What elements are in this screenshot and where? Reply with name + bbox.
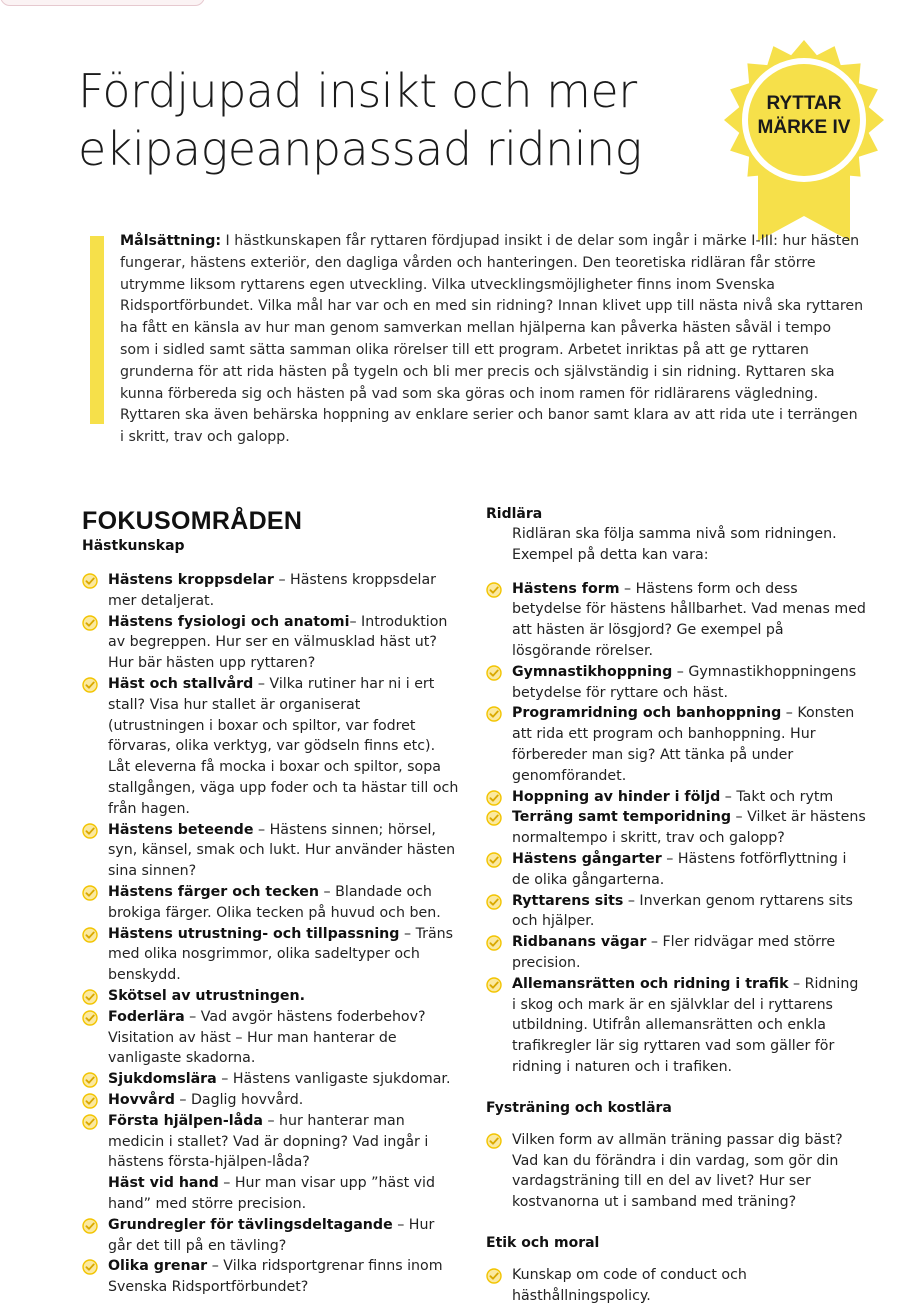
item-title: Häst och stallvård bbox=[108, 675, 254, 692]
check-circle-icon bbox=[486, 1133, 502, 1149]
item-title: Hästens form bbox=[512, 580, 620, 597]
check-circle-icon bbox=[82, 885, 98, 901]
title-line-2: ekipageanpassad ridning bbox=[78, 122, 642, 176]
page-title bbox=[78, 62, 698, 178]
list-item bbox=[82, 1111, 460, 1215]
item-text: – Vilka ridsportgrenar finns inom Svenska Ridsportförbundet? bbox=[108, 1258, 443, 1296]
ridlara-list bbox=[486, 579, 866, 1078]
item-title: Grundregler för tävlingsdeltagande bbox=[108, 1216, 393, 1233]
list-item bbox=[486, 579, 866, 662]
list-item bbox=[82, 820, 460, 882]
list-item bbox=[486, 849, 866, 891]
list-item bbox=[486, 703, 866, 786]
tab-remnant bbox=[0, 0, 205, 6]
list-item bbox=[82, 1215, 460, 1257]
item-title: Sjukdomslära bbox=[108, 1071, 217, 1088]
item-text: – Gymnastikhoppningens betydelse för ryttare och häst. bbox=[512, 663, 857, 701]
goal-text: I hästkunskapen får ryttaren fördjupad insikt i de delar som ingår i märke I-III: hur hästen fungerar, hästens exteriör, den dagliga vården och hanteringen. Den teoretiska ridläran får större utrymme liksom ryttarens egen utveckling. Vilka utvecklingsmöjligheter finns inom Svenska Ridsportförbundet. Vilka mål har var och en med sin ridning? Innan klivet upp till nästa nivå ska ryttaren ha fått en känsla av hur man genom samverkan mellan hjälperna kan påverka hästen såväl i tempo som i sidled samt sätta samman olika rörelser till ett program. Arbetet inriktas på att ge ryttaren grunderna för att rida hästen på tygeln och bli mer precis och självständig i sin ridning. Ryttaren ska kunna förbereda sig och hästen på vad som ska göras och inom ramen för ridlärarens vägledning. Ryttaren ska även behärska hoppning av enklare serier och banor samt klara av att rida ute i terrängen i skritt, trav och galopp. bbox=[120, 233, 864, 446]
check-circle-icon bbox=[486, 665, 502, 681]
list-item bbox=[82, 882, 460, 924]
subentry-title: Häst vid hand bbox=[108, 1175, 219, 1192]
item-title: Hästens utrustning- och tillpassning bbox=[108, 925, 400, 942]
check-circle-icon bbox=[486, 1268, 502, 1284]
item-text: – Blandade och brokiga färger. Olika tecken på huvud och ben. bbox=[108, 883, 441, 921]
item-text: – Träns med olika nosgrimmor, olika sadeltyper och benskydd. bbox=[108, 925, 454, 984]
item-title: Skötsel av utrustningen. bbox=[108, 987, 305, 1004]
list-item bbox=[82, 674, 460, 820]
check-circle-icon bbox=[82, 1072, 98, 1088]
rosette-ribbon-icon bbox=[720, 36, 888, 246]
list-item bbox=[82, 986, 460, 1007]
goal-accent-bar bbox=[90, 236, 104, 424]
check-circle-icon bbox=[486, 706, 502, 722]
item-text: Kunskap om code of conduct och hästhållningspolicy. bbox=[512, 1266, 747, 1304]
level-badge bbox=[720, 36, 888, 246]
list-item bbox=[486, 1130, 866, 1213]
title-line-1: Fördjupad insikt och mer bbox=[78, 64, 637, 118]
focus-subheading: Hästkunskap bbox=[82, 538, 185, 554]
check-circle-icon bbox=[82, 615, 98, 631]
item-title: Hästens kroppsdelar bbox=[108, 572, 274, 588]
list-item bbox=[486, 787, 866, 808]
item-text: – Vilket är hästens normaltempo i skritt, trav och galopp? bbox=[512, 809, 866, 847]
list-item bbox=[82, 570, 460, 612]
list-item bbox=[486, 932, 866, 974]
item-title: Foderlära bbox=[108, 1008, 185, 1025]
item-title: Olika grenar bbox=[108, 1258, 208, 1275]
item-text: – Hästens sinnen; hörsel, syn, känsel, smak och lukt. Hur använder hästen sina sinnen? bbox=[108, 821, 456, 880]
item-text: – Vilka rutiner har ni i ert stall? Visa hur stallet är organiserat (utrustningen i boxar och spiltor, var fodret förvaras, olika verktyg, var gödseln finns etc). Låt eleverna få mocka i boxar och spiltor, sopa stallgången, väga upp foder och ta hästar till och från hagen. bbox=[108, 675, 459, 817]
list-item bbox=[486, 1265, 866, 1307]
check-circle-icon bbox=[486, 582, 502, 598]
item-title: Hoppning av hinder i följd bbox=[512, 788, 721, 805]
fitness-list bbox=[486, 1130, 866, 1213]
item-text: – Konsten att rida ett program och banhoppning. Hur förbereder man sig? Att tänka på under genomförandet. bbox=[512, 705, 855, 784]
check-circle-icon bbox=[82, 573, 98, 589]
ridlara-intro: Ridläran ska följa samma nivå som ridningen. Exempel på detta kan vara: bbox=[512, 526, 837, 563]
item-title: Hästens fysiologi och anatomi bbox=[108, 613, 350, 630]
list-item bbox=[82, 1256, 460, 1298]
item-text: – Hästens vanligaste sjukdomar. bbox=[216, 1071, 451, 1088]
right-column bbox=[486, 504, 866, 1307]
goal-label: Målsättning: bbox=[120, 233, 222, 249]
item-title: Gymnastikhoppning bbox=[512, 663, 673, 680]
check-circle-icon bbox=[486, 894, 502, 910]
list-item bbox=[82, 1007, 460, 1069]
item-text: – Hästens fotförflyttning i de olika gångarterna. bbox=[512, 850, 847, 888]
item-subentry bbox=[108, 1173, 460, 1215]
item-text: – Daglig hovvård. bbox=[174, 1091, 304, 1108]
list-item bbox=[486, 807, 866, 849]
check-circle-icon bbox=[82, 823, 98, 839]
subentry-text: – Hur man visar upp ”häst vid hand” med större precision. bbox=[108, 1175, 436, 1212]
item-title: Programridning och banhoppning bbox=[512, 705, 782, 722]
item-title: Hästens gångarter bbox=[512, 850, 662, 867]
list-item bbox=[486, 662, 866, 704]
item-title: Hovvård bbox=[108, 1091, 175, 1108]
list-item bbox=[82, 1069, 460, 1090]
check-circle-icon bbox=[486, 935, 502, 951]
check-circle-icon bbox=[486, 852, 502, 868]
item-text: – Introduktion av begreppen. Hur ser en välmusklad häst ut? Hur bär hästen upp ryttaren? bbox=[108, 613, 448, 672]
check-circle-icon bbox=[82, 927, 98, 943]
fitness-heading: Fysträning och kostlära bbox=[486, 1099, 672, 1116]
item-title: Hästens färger och tecken bbox=[108, 883, 320, 900]
check-circle-icon bbox=[82, 1114, 98, 1130]
item-title: Hästens beteende bbox=[108, 821, 254, 838]
item-text: – Fler ridvägar med större precision. bbox=[512, 934, 836, 971]
check-circle-icon bbox=[486, 790, 502, 806]
item-text: – Ridning i skog och mark är en självklar del i ryttarens utbildning. Utifrån allemansrätten och enkla trafikregler lär sig ryttaren vad som gäller för ridning i naturen och i trafiken. bbox=[512, 975, 859, 1075]
item-text: – Vad avgör hästens foderbehov? Visitation av häst – Hur man hanterar de vanligaste skadorna. bbox=[108, 1008, 426, 1067]
check-circle-icon bbox=[486, 810, 502, 826]
check-circle-icon bbox=[82, 1010, 98, 1026]
badge-line-2: MÄRKE IV bbox=[757, 117, 851, 138]
ethics-list bbox=[486, 1265, 866, 1307]
badge-text bbox=[720, 92, 888, 140]
item-title: Allemansrätten och ridning i trafik bbox=[512, 975, 789, 992]
check-circle-icon bbox=[82, 1218, 98, 1234]
check-circle-icon bbox=[82, 989, 98, 1005]
item-text: – Takt och rytm bbox=[720, 788, 834, 805]
focus-list bbox=[82, 570, 460, 1298]
goal-paragraph bbox=[120, 231, 865, 449]
badge-line-1: RYTTAR bbox=[766, 93, 842, 114]
item-text: – Inverkan genom ryttarens sits och hjälper. bbox=[512, 892, 853, 930]
check-circle-icon bbox=[486, 977, 502, 993]
item-text: – Hästens form och dess betydelse för hästens hållbarhet. Vad menas med att hästen är lösgjord? Ge exempel på lösgörande rörelser. bbox=[512, 580, 866, 659]
list-item bbox=[486, 891, 866, 933]
item-title: Första hjälpen-låda bbox=[108, 1112, 263, 1129]
ethics-heading: Etik och moral bbox=[486, 1234, 600, 1251]
list-item bbox=[486, 974, 866, 1078]
check-circle-icon bbox=[82, 677, 98, 693]
item-title: Ridbanans vägar bbox=[512, 934, 647, 951]
item-text: – hur hanterar man medicin i stallet? Vad är dopning? Vad ingår i hästens första-hjälpen-låda? bbox=[108, 1112, 429, 1171]
item-title: Ryttarens sits bbox=[512, 892, 624, 909]
list-item bbox=[82, 1090, 460, 1111]
ridlara-heading: Ridlära bbox=[486, 506, 543, 522]
check-circle-icon bbox=[82, 1093, 98, 1109]
item-text: – Hur går det till på en tävling? bbox=[108, 1216, 435, 1254]
left-column bbox=[82, 506, 460, 1298]
item-text: – Hästens kroppsdelar mer detaljerat. bbox=[108, 572, 437, 609]
focus-heading: FOKUSOMRÅDEN bbox=[82, 507, 303, 535]
list-item bbox=[82, 612, 460, 674]
item-text: Vilken form av allmän träning passar dig bäst? Vad kan du förändra i din vardag, som gör din vardagsträning till en del av livet? Hur ser kostvanorna ut i samband med träning? bbox=[512, 1131, 843, 1211]
check-circle-icon bbox=[82, 1259, 98, 1275]
item-title: Terräng samt temporidning bbox=[512, 809, 732, 826]
list-item bbox=[82, 924, 460, 986]
